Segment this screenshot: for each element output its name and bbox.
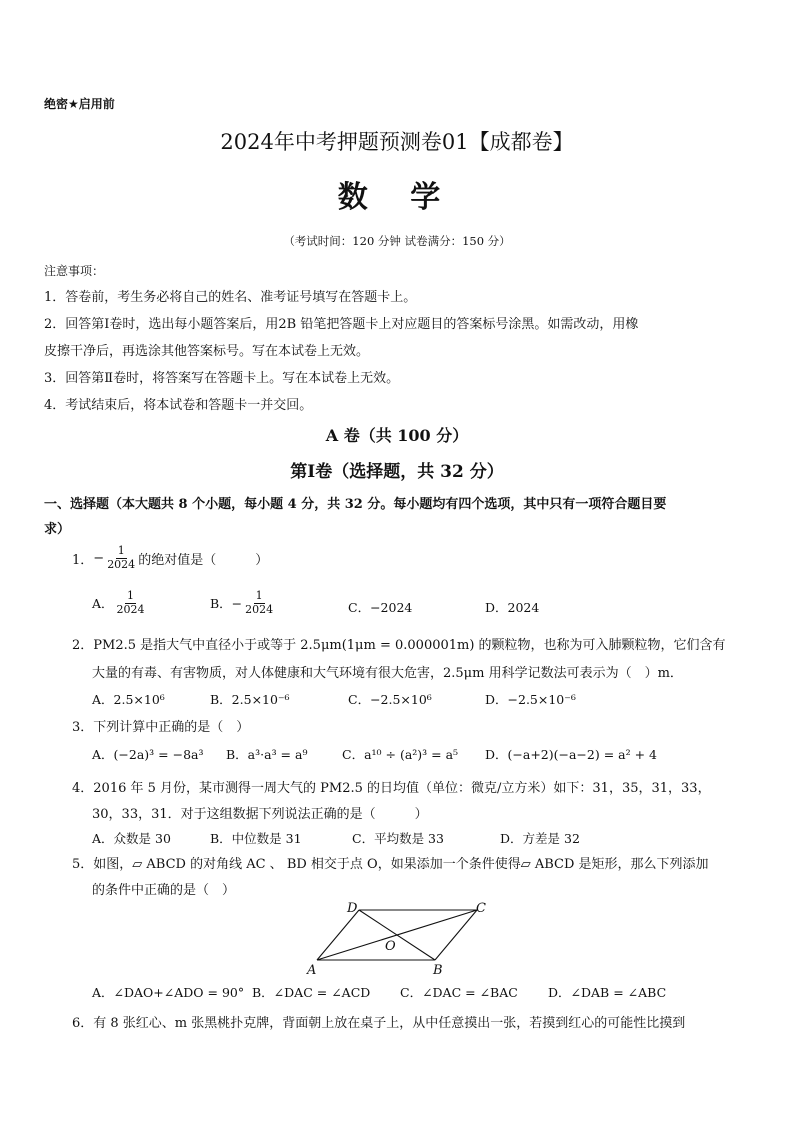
fraction-numerator: 1 bbox=[117, 544, 125, 557]
q4-option-c: C．平均数是 33 bbox=[352, 831, 444, 846]
note-item: 2．回答第Ⅰ卷时，选出每小题答案后，用2B 铅笔把答题卡上对应题目的答案标号涂黑。如需改动，用橡 bbox=[44, 317, 639, 332]
subject-title: 数 学 bbox=[337, 180, 457, 215]
note-item: 皮擦干净后，再选涂其他答案标号。写在本试卷上无效。 bbox=[44, 344, 370, 359]
fraction bbox=[243, 590, 275, 616]
question-6-stem: 6．有 8 张红心、m 张黑桃扑克牌，背面朝上放在桌子上，从中任意摸出一张，若摸到红心的可能性比摸到 bbox=[72, 1016, 686, 1031]
instructions-line: 一、选择题（本大题共 8 个小题，每小题 4 分，共 32 分。每小题均有四个选项，其中只有一项符合题目要 bbox=[44, 497, 667, 512]
q3-option-a: A．(−2a)³ = −8a³ bbox=[92, 747, 204, 762]
fraction bbox=[115, 590, 147, 616]
instructions-line: 求） bbox=[44, 522, 71, 537]
question-text: 的绝对值是（ ） bbox=[138, 552, 269, 568]
fraction-denominator: 2024 bbox=[107, 557, 136, 571]
fraction-numerator: 1 bbox=[127, 589, 135, 602]
label-o: O bbox=[385, 939, 396, 954]
question-2-stem: 2．PM2.5 是指大气中直径小于或等于 2.5μm(1μm = 0.000001m) 的颗粒物，也称为可入肺颗粒物，它们含有 bbox=[72, 638, 726, 653]
side-bc bbox=[435, 910, 477, 960]
question-2-stem-cont: 大量的有毒、有害物质，对人体健康和大气环境有很大危害，2.5μm 用科学记数法可表示为（ ）m． bbox=[92, 666, 683, 681]
fraction-denominator: 2024 bbox=[245, 602, 274, 616]
note-item: 4．考试结束后，将本试卷和答题卡一并交回。 bbox=[44, 398, 313, 413]
q2-option-b: B．2.5×10⁻⁶ bbox=[210, 692, 290, 707]
q5-option-c: C．∠DAC = ∠BAC bbox=[400, 985, 518, 1000]
q1-option-a bbox=[92, 590, 148, 616]
q1-option-b bbox=[210, 590, 276, 616]
side-da bbox=[317, 910, 359, 960]
label-b: B bbox=[433, 963, 443, 978]
q2-option-c: C．−2.5×10⁶ bbox=[348, 692, 432, 707]
fraction bbox=[105, 545, 137, 571]
q2-option-a: A．2.5×10⁶ bbox=[92, 692, 165, 707]
section-a-title: A 卷（共 100 分） bbox=[325, 426, 469, 445]
option-label: A． bbox=[92, 596, 114, 612]
q5-option-a: A．∠DAO+∠ADO = 90° bbox=[92, 985, 245, 1000]
confidential-mark: 绝密★启用前 bbox=[44, 97, 115, 111]
fraction-numerator: 1 bbox=[255, 589, 263, 602]
q4-option-d: D．方差是 32 bbox=[500, 831, 580, 846]
q4-option-b: B．中位数是 31 bbox=[210, 831, 302, 846]
exam-title: 2024年中考押题预测卷01【成都卷】 bbox=[220, 130, 574, 154]
note-item: 1．答卷前，考生务必将自己的姓名、准考证号填写在答题卡上。 bbox=[44, 290, 417, 305]
parallelogram-figure bbox=[305, 900, 495, 978]
question-1-stem bbox=[72, 545, 268, 571]
q3-option-d: D．(−a+2)(−a−2) = a² + 4 bbox=[485, 747, 657, 762]
q1-option-d: D．2024 bbox=[485, 600, 540, 615]
label-c: C bbox=[476, 901, 486, 916]
q5-option-b: B．∠DAC = ∠ACD bbox=[252, 985, 371, 1000]
q2-option-d: D．−2.5×10⁻⁶ bbox=[485, 692, 576, 707]
option-label: B．− bbox=[210, 596, 243, 612]
q5-option-d: D．∠DAB = ∠ABC bbox=[548, 985, 667, 1000]
question-4-stem-cont: 30，33，31．对于这组数据下列说法正确的是（ ） bbox=[92, 807, 428, 822]
question-3-stem: 3．下列计算中正确的是（ ） bbox=[72, 720, 250, 735]
q3-option-c: C．a¹⁰ ÷ (a²)³ = a⁵ bbox=[342, 747, 459, 762]
diagonal-bd bbox=[359, 910, 435, 960]
question-5-stem-cont: 的条件中正确的是（ ） bbox=[92, 883, 236, 898]
note-item: 3．回答第Ⅱ卷时，将答案写在答题卡上。写在本试卷上无效。 bbox=[44, 371, 400, 386]
question-4-stem: 4．2016 年 5 月份，某市测得一周大气的 PM2.5 的日均值（单位：微克/立方米）如下：31，35，31，33， bbox=[72, 781, 711, 796]
notes-heading: 注意事项： bbox=[44, 264, 105, 278]
exam-info: （考试时间：120 分钟 试卷满分：150 分） bbox=[283, 234, 511, 248]
part1-title: 第Ⅰ卷（选择题，共 32 分） bbox=[290, 462, 504, 482]
question-number: 1． bbox=[72, 552, 94, 568]
q1-option-c: C．−2024 bbox=[348, 600, 413, 615]
label-a: A bbox=[307, 963, 317, 978]
minus-sign: − bbox=[93, 550, 105, 566]
q4-option-a: A．众数是 30 bbox=[92, 831, 171, 846]
q3-option-b: B．a³·a³ = a⁹ bbox=[226, 747, 308, 762]
question-5-stem: 5．如图，▱ ABCD 的对角线 AC 、 BD 相交于点 O，如果添加一个条件使得▱ ABCD 是矩形，那么下列添加 bbox=[72, 857, 709, 872]
fraction-denominator: 2024 bbox=[116, 602, 145, 616]
label-d: D bbox=[347, 901, 358, 916]
